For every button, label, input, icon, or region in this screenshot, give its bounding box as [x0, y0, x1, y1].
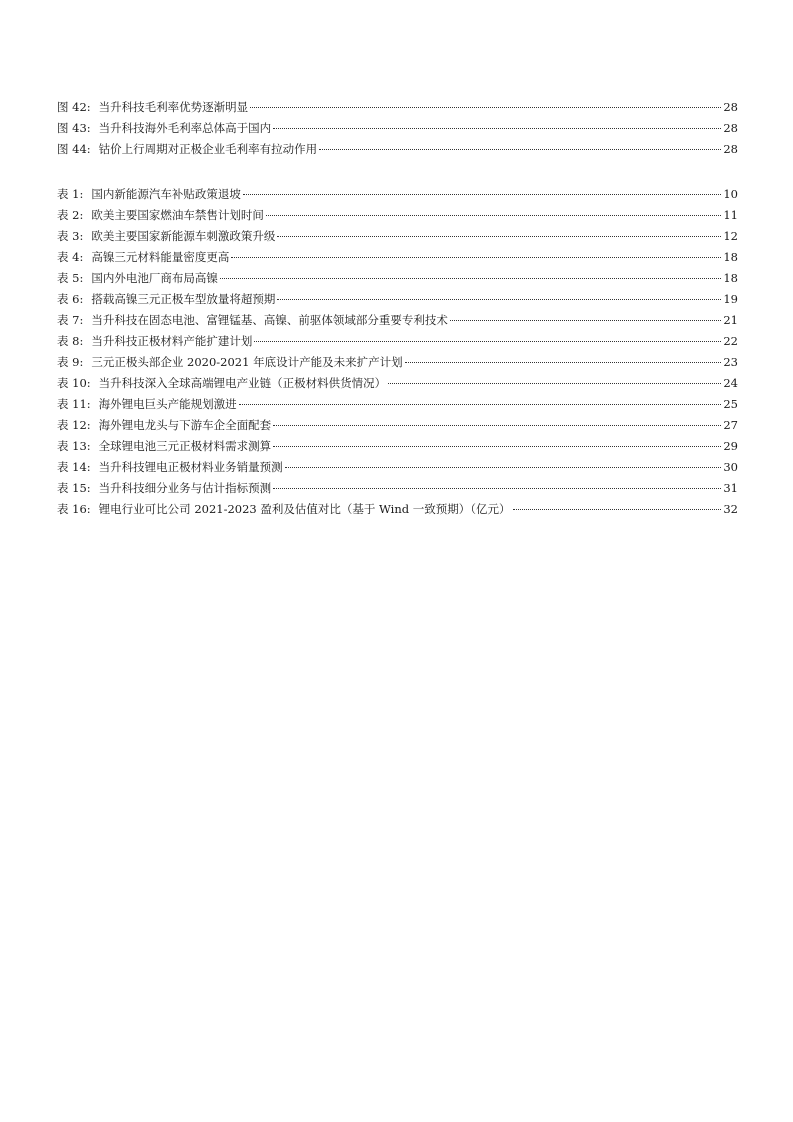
entry-title: 当升科技正极材料产能扩建计划	[91, 334, 253, 348]
dot-leader	[250, 107, 721, 108]
entry-title: 国内新能源汽车补贴政策退坡	[91, 187, 241, 201]
entry-title: 欧美主要国家燃油车禁售计划时间	[91, 208, 264, 222]
entry-label: 图 44:	[57, 142, 91, 156]
dot-leader	[254, 341, 721, 342]
entry-page-number: 23	[723, 355, 738, 369]
entry-title: 海外锂电巨头产能规划激进	[98, 397, 237, 411]
entry-title: 当升科技毛利率优势逐渐明显	[98, 100, 249, 114]
dot-leader	[319, 149, 721, 150]
toc-entry-table[interactable]	[57, 436, 738, 457]
dot-leader	[273, 488, 721, 489]
entry-title: 当升科技深入全球高端锂电产业链（正极材料供货情况）	[98, 376, 387, 390]
entry-label: 表 2:	[57, 208, 84, 222]
entry-label: 表 14:	[57, 460, 91, 474]
toc-entry-table[interactable]	[57, 478, 738, 499]
toc-entry-figure[interactable]	[57, 139, 738, 160]
dot-leader	[285, 467, 722, 468]
entry-label: 表 5:	[57, 271, 84, 285]
entry-title: 欧美主要国家新能源车刺激政策升级	[91, 229, 276, 243]
dot-leader	[273, 446, 721, 447]
entry-label: 表 1:	[57, 187, 84, 201]
toc-entry-table[interactable]	[57, 247, 738, 268]
entry-title: 搭载高镍三元正极车型放量将超预期	[91, 292, 276, 306]
toc-entry-table[interactable]	[57, 226, 738, 247]
dot-leader	[450, 320, 722, 321]
toc-entry-figure[interactable]	[57, 97, 738, 118]
entry-page-number: 22	[723, 334, 738, 348]
dot-leader	[405, 362, 722, 363]
toc-entry-table[interactable]	[57, 331, 738, 352]
toc-entry-table[interactable]	[57, 184, 738, 205]
entry-page-number: 25	[723, 397, 738, 411]
entry-page-number: 32	[723, 502, 738, 516]
toc-entry-table[interactable]	[57, 205, 738, 226]
toc-entry-table[interactable]	[57, 310, 738, 331]
entry-page-number: 12	[723, 229, 738, 243]
entry-page-number: 30	[723, 460, 738, 474]
entry-title: 高镍三元材料能量密度更高	[91, 250, 230, 264]
entry-label: 表 12:	[57, 418, 91, 432]
toc-entry-table[interactable]	[57, 289, 738, 310]
entry-title: 当升科技海外毛利率总体高于国内	[98, 121, 272, 135]
entry-page-number: 19	[723, 292, 738, 306]
dot-leader	[266, 215, 722, 216]
entry-title: 当升科技在固态电池、富锂锰基、高镍、前驱体领域部分重要专利技术	[91, 313, 448, 327]
toc-entry-table[interactable]	[57, 268, 738, 289]
entry-page-number: 29	[723, 439, 738, 453]
dot-leader	[239, 404, 722, 405]
dot-leader	[231, 257, 721, 258]
dot-leader	[388, 383, 721, 384]
entry-page-number: 18	[723, 271, 738, 285]
dot-leader	[277, 236, 721, 237]
dot-leader	[243, 194, 722, 195]
entry-title: 全球锂电池三元正极材料需求测算	[98, 439, 272, 453]
entry-page-number: 24	[723, 376, 738, 390]
entry-page-number: 28	[723, 100, 738, 114]
entry-title: 海外锂电龙头与下游车企全面配套	[98, 418, 272, 432]
dot-leader	[220, 278, 722, 279]
entry-label: 图 42:	[57, 100, 91, 114]
dot-leader	[273, 128, 721, 129]
entry-title: 国内外电池厂商布局高镍	[91, 271, 218, 285]
toc-entry-table[interactable]	[57, 415, 738, 436]
entry-label: 表 16:	[57, 502, 91, 516]
entry-label: 表 8:	[57, 334, 84, 348]
figure-list	[57, 97, 738, 160]
entry-page-number: 18	[723, 250, 738, 264]
table-list	[57, 184, 738, 520]
toc-entry-table[interactable]	[57, 457, 738, 478]
entry-label: 表 7:	[57, 313, 84, 327]
dot-leader	[277, 299, 721, 300]
entry-page-number: 10	[723, 187, 738, 201]
dot-leader	[273, 425, 721, 426]
entry-label: 表 11:	[57, 397, 91, 411]
toc-entry-table[interactable]	[57, 394, 738, 415]
entry-title: 三元正极头部企业 2020-2021 年底设计产能及未来扩产计划	[91, 355, 403, 369]
entry-page-number: 11	[723, 208, 738, 222]
entry-page-number: 27	[723, 418, 738, 432]
toc-entry-table[interactable]	[57, 352, 738, 373]
toc-entry-table[interactable]	[57, 499, 738, 520]
entry-page-number: 28	[723, 142, 738, 156]
entry-title: 当升科技锂电正极材料业务销量预测	[98, 460, 283, 474]
entry-label: 表 6:	[57, 292, 84, 306]
entry-title: 钴价上行周期对正极企业毛利率有拉动作用	[98, 142, 318, 156]
entry-label: 表 4:	[57, 250, 84, 264]
dot-leader	[513, 509, 722, 510]
entry-label: 表 3:	[57, 229, 84, 243]
entry-label: 表 10:	[57, 376, 91, 390]
entry-page-number: 31	[723, 481, 738, 495]
entry-label: 表 13:	[57, 439, 91, 453]
entry-title: 当升科技细分业务与估计指标预测	[98, 481, 272, 495]
entry-label: 表 15:	[57, 481, 91, 495]
toc-entry-figure[interactable]	[57, 118, 738, 139]
toc-entry-table[interactable]	[57, 373, 738, 394]
entry-page-number: 21	[723, 313, 738, 327]
entry-title: 锂电行业可比公司 2021-2023 盈利及估值对比（基于 Wind 一致预期）（亿元）	[98, 502, 511, 516]
entry-page-number: 28	[723, 121, 738, 135]
entry-label: 图 43:	[57, 121, 91, 135]
entry-label: 表 9:	[57, 355, 84, 369]
